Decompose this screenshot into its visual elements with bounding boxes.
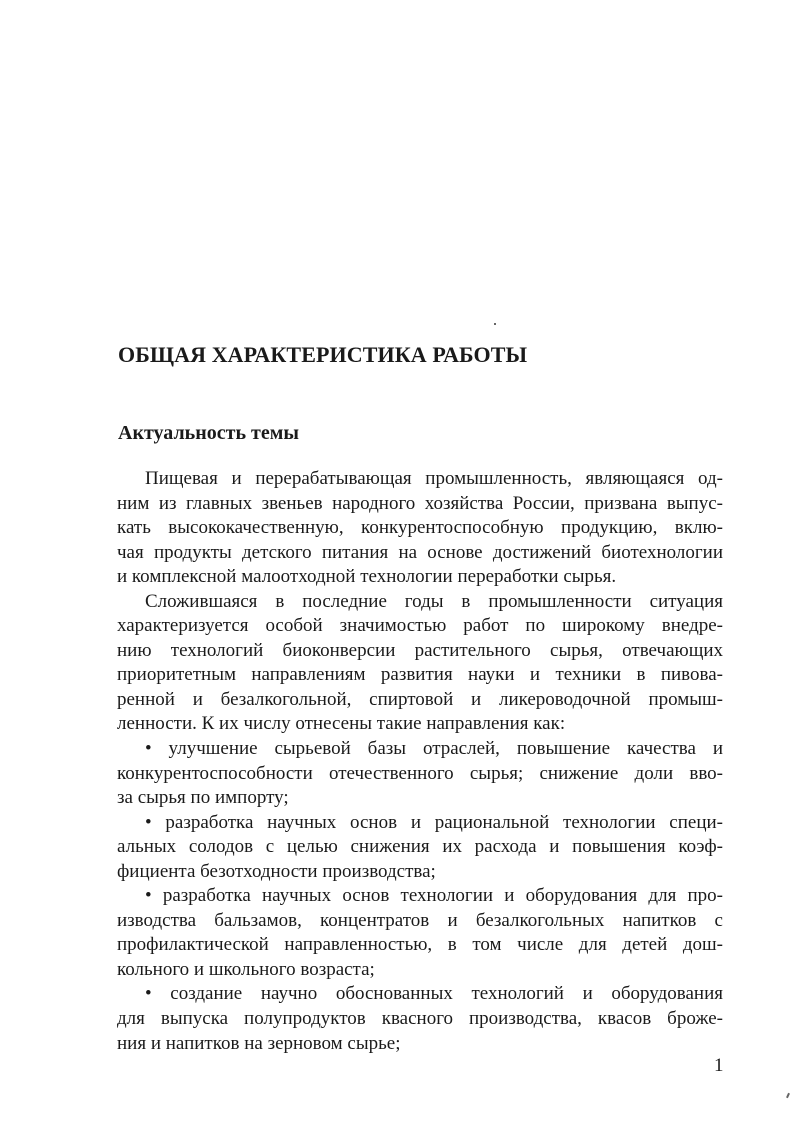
text-line: фициента безотходности производства; xyxy=(117,860,436,882)
text-line: за сырья по импорту; xyxy=(117,787,289,809)
text-line: ния и напитков на зерновом сырье; xyxy=(117,1032,401,1054)
text-line: альных солодов с целью снижения их расхода и повышения коэф- xyxy=(117,836,723,858)
text-line: Пищевая и перерабатывающая промышленность, являющаяся од- xyxy=(145,468,723,489)
text-line: Сложившаяся в последние годы в промышленности ситуация xyxy=(145,590,723,612)
page-number: 1 xyxy=(714,1055,724,1076)
list-item-line: • разработка научных основ технологии и оборудования для про- xyxy=(145,885,723,907)
text-line: ленности. К их числу отнесены такие направления как: xyxy=(117,713,566,735)
text-line: для выпуска полупродуктов квасного производства, квасов броже- xyxy=(117,1008,723,1030)
text-line: кать высококачественную, конкурентоспособную продукцию, вклю- xyxy=(117,517,723,539)
scan-speck xyxy=(786,1093,790,1098)
text-line: кольного и школьного возраста; xyxy=(117,958,375,980)
text-line: ренной и безалкогольной, спиртовой и ликероводочной промыш- xyxy=(117,688,723,710)
text-line: приоритетным направлениям развития науки и техники в пивова- xyxy=(117,664,723,686)
text-line: конкурентоспособности отечественного сырья; снижение доли вво- xyxy=(117,762,723,784)
text-line: и комплексной малоотходной технологии переработки сырья. xyxy=(117,566,617,588)
body-text xyxy=(117,467,723,1056)
list-item-line: • разработка научных основ и рациональной технологии специ- xyxy=(145,811,723,833)
list-item-line: • улучшение сырьевой базы отраслей, повышение качества и xyxy=(145,738,723,760)
text-line: ним из главных звеньев народного хозяйства России, призвана выпус- xyxy=(117,492,723,514)
text-line: изводства бальзамов, концентратов и безалкогольных напитков с xyxy=(117,909,723,931)
list-item-line: • создание научно обоснованных технологий и оборудования xyxy=(145,983,723,1005)
subsection-heading: Актуальность темы xyxy=(118,422,299,444)
text-line: характеризуется особой значимостью работ по широкому внедре- xyxy=(117,615,723,637)
text-line: нию технологий биоконверсии растительного сырья, отвечающих xyxy=(117,639,723,661)
text-line: чая продукты детского питания на основе достижений биотехнологии xyxy=(117,541,723,563)
text-line: профилактической направленностью, в том числе для детей дош- xyxy=(117,934,723,956)
scan-speck xyxy=(494,323,496,325)
section-heading: ОБЩАЯ ХАРАКТЕРИСТИКА РАБОТЫ xyxy=(118,342,528,367)
